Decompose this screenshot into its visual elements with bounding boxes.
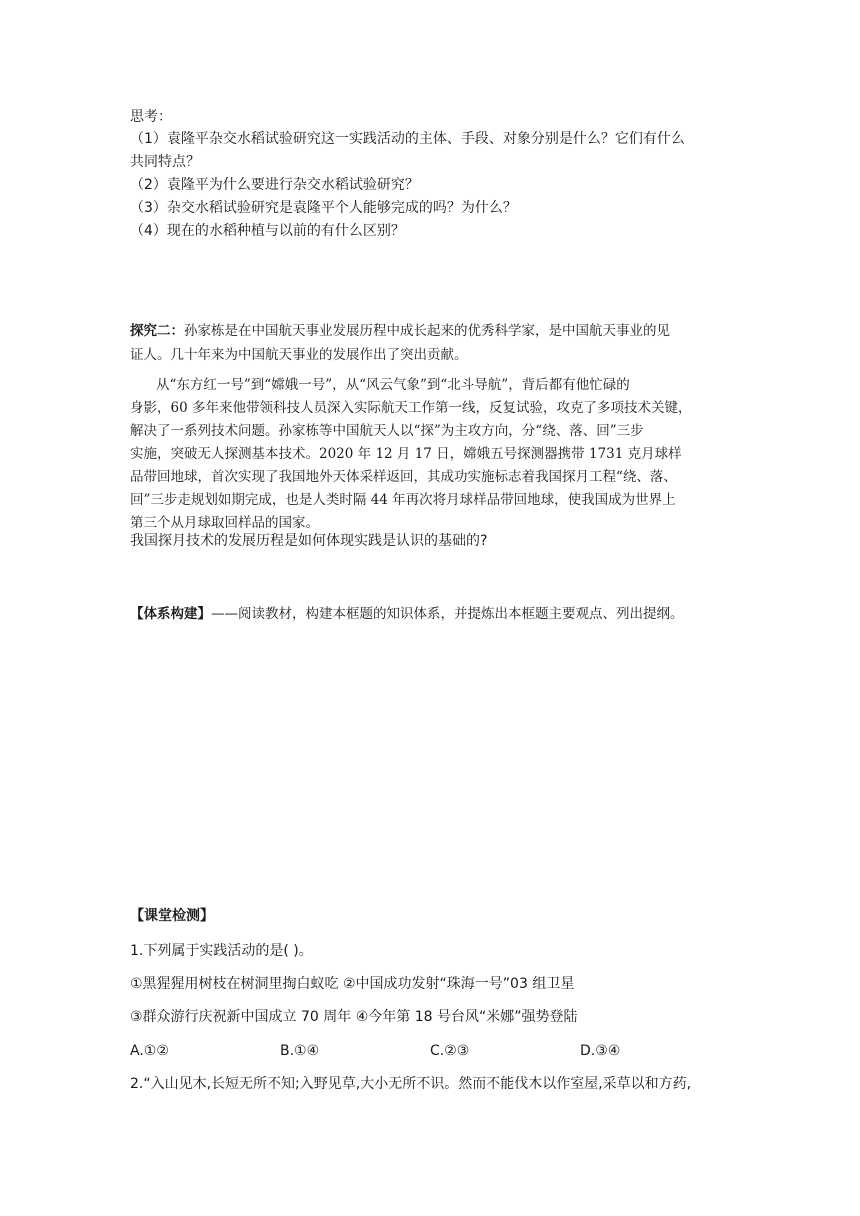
explore2-question: 我国探月技术的发展历程是如何体现实践是认识的基础的? — [130, 533, 488, 549]
explore2-para-line-5: 品带回地球，首次实现了我国地外天体采样返回，其成功实施标志着我国探月工程“绕、落、 — [130, 469, 677, 485]
think-question-1-line-2: 共同特点？ — [130, 154, 200, 170]
explore2-intro-line-2: 证人。几十年来为中国航天事业的发展作出了突出贡献。 — [130, 347, 468, 363]
system-build-line — [130, 603, 684, 625]
explore2-para-line-3: 解决了一系列技术问题。孙家栋等中国航天人以“探”为主攻方向，分“绕、落、回”三步 — [130, 423, 644, 439]
explore2-label: 探究二： — [130, 323, 184, 339]
explore2-para-line-6: 回”三步走规划如期完成，也是人类时隔 44 年再次将月球样品带回地球，使我国成为世界上 — [130, 492, 676, 508]
option-c: C.②③ — [430, 1043, 470, 1059]
class-check-heading: 【课堂检测】 — [130, 908, 214, 924]
system-build-text: ——阅读教材，构建本框题的知识体系，并提炼出本框题主要观点、列出提纲。 — [211, 606, 684, 622]
think-question-3: （3）杂交水稻试验研究是袁隆平个人能够完成的吗？为什么？ — [130, 200, 517, 216]
think-heading: 思考： — [130, 109, 172, 125]
think-question-2: （2）袁隆平为什么要进行杂交水稻试验研究？ — [130, 177, 419, 193]
question-1-options — [130, 1040, 770, 1062]
option-d: D.③④ — [580, 1043, 621, 1059]
think-question-4: （4）现在的水稻种植与以前的有什么区别？ — [130, 223, 405, 239]
think-question-1-line-1: （1）袁隆平杂交水稻试验研究这一实践活动的主体、手段、对象分别是什么？它们有什么 — [130, 131, 685, 147]
explore2-para-line-2: 身影，60 多年来他带领科技人员深入实际航天工作第一线，反复试验，攻克了多项技术关键， — [130, 400, 692, 416]
explore2-para-line-1: 从“东方红一号”到“嫦娥一号”，从“风云气象”到“北斗导航”，背后都有他忙碌的 — [156, 377, 630, 393]
explore2-intro-text: 孙家栋是在中国航天事业发展历程中成长起来的优秀科学家，是中国航天事业的见 — [184, 323, 670, 339]
question-1-items-3-4: ③群众游行庆祝新中国成立 70 周年 ④今年第 18 号台风“米娜”强势登陆 — [130, 1009, 578, 1025]
explore2-para-line-4: 实施，突破无人探测基本技术。2020 年 12 月 17 日，嫦娥五号探测器携带 1731 克月球样 — [130, 446, 682, 462]
option-b: B.①④ — [280, 1043, 320, 1059]
question-2-stem: 2.“入山见木,长短无所不知;入野见草,大小无所不识。然而不能伐木以作室屋,采草以和方药, — [130, 1076, 692, 1092]
question-1-items-1-2: ①黑猩猩用树枝在树洞里掏白蚁吃 ②中国成功发射“珠海一号”03 组卫星 — [130, 976, 575, 992]
option-a: A.①② — [130, 1043, 169, 1059]
system-build-label: 【体系构建】 — [130, 606, 211, 622]
explore2-para-line-7: 第三个从月球取回样品的国家。 — [130, 515, 319, 531]
explore2-intro-line-1 — [130, 320, 670, 342]
question-1-stem: 1.下列属于实践活动的是( )。 — [130, 943, 313, 959]
